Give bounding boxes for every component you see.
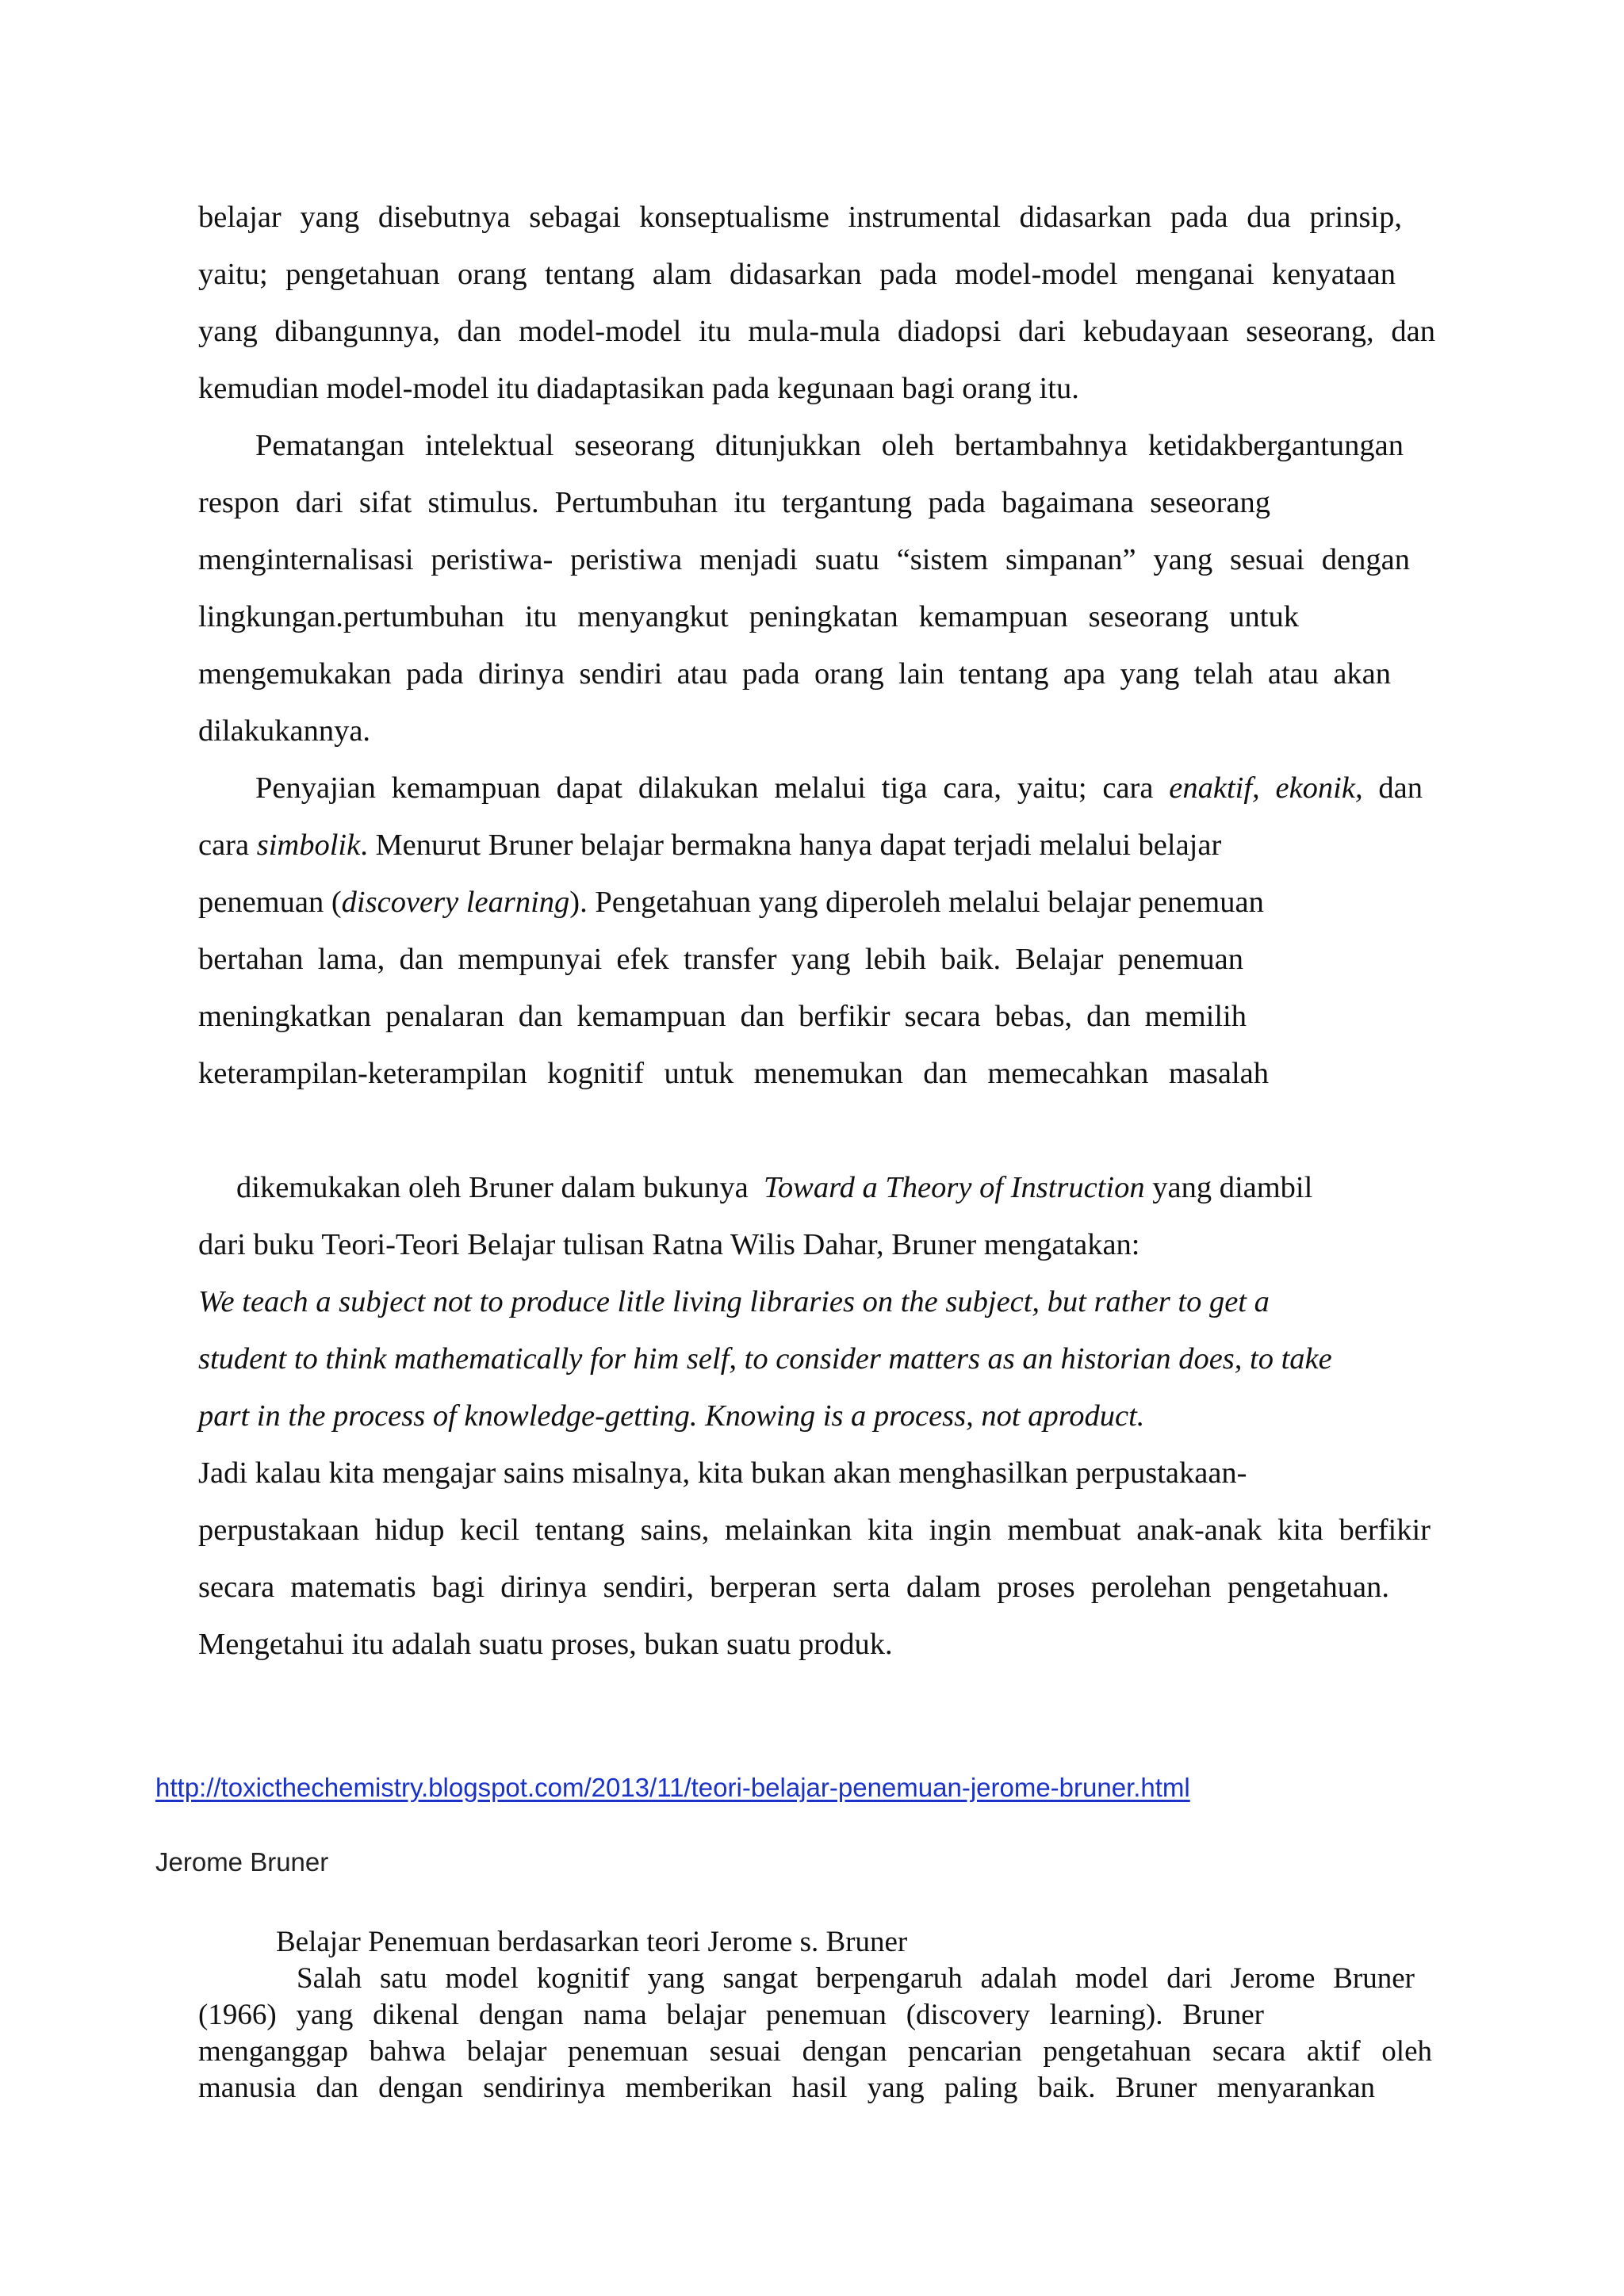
para4-line-2: dari buku Teori-Teori Belajar tulisan Ratna Wilis Dahar, Bruner mengatakan:: [198, 1228, 1140, 1261]
para3-line-2: cara simbolik. Menurut Bruner belajar bermakna hanya dapat terjadi melalui belajar: [198, 828, 1222, 862]
para2-line-5: mengemukakan pada dirinya sendiri atau pada orang lain tentang apa yang telah atau akan: [198, 657, 1391, 691]
para5-line-4: Mengetahui itu adalah suatu proses, bukan suatu produk.: [198, 1628, 893, 1661]
quote-line-1: We teach a subject not to produce litle living libraries on the subject, but rather to get a: [198, 1285, 1270, 1318]
para3-line-1: Penyajian kemampuan dapat dilakukan melalui tiga cara, yaitu; cara enaktif, ekonik, dan: [255, 771, 1423, 805]
source-link[interactable]: http://toxicthechemistry.blogspot.com/2013/11/teori-belajar-penemuan-jerome-bruner.html: [155, 1773, 1190, 1802]
para5-line-1: Jadi kalau kita mengajar sains misalnya, kita bukan akan menghasilkan perpustakaan-: [198, 1456, 1247, 1490]
source-label: Jerome Bruner: [155, 1847, 329, 1877]
para2-line-6: dilakukannya.: [198, 714, 371, 748]
section2-line-2: (1966) yang dikenal dengan nama belajar penemuan (discovery learning). Bruner: [198, 1999, 1264, 2031]
para1-line-4: kemudian model-model itu diadaptasikan pada kegunaan bagi orang itu.: [198, 372, 1079, 405]
section2-line-1: Salah satu model kognitif yang sangat berpengaruh adalah model dari Jerome Bruner: [297, 1962, 1415, 1995]
para2-line-3: menginternalisasi peristiwa- peristiwa menjadi suatu “sistem simpanan” yang sesuai dengan: [198, 543, 1410, 576]
quote-line-3: part in the process of knowledge-getting. Knowing is a process, not aproduct.: [198, 1399, 1145, 1433]
para3-line-6: keterampilan-keterampilan kognitif untuk menemukan dan memecahkan masalah: [198, 1057, 1269, 1090]
section2-heading: Belajar Penemuan berdasarkan teori Jerome s. Bruner: [276, 1926, 908, 1958]
section2-line-4: manusia dan dengan sendirinya memberikan hasil yang paling baik. Bruner menyarankan: [198, 2072, 1375, 2104]
quote-line-2: student to think mathematically for him self, to consider matters as an historian does, to take: [198, 1342, 1332, 1376]
para1-line-3: yang dibangunnya, dan model-model itu mula-mula diadopsi dari kebudayaan seseorang, dan: [198, 315, 1435, 348]
para4-line-1: dikemukakan oleh Bruner dalam bukunya Toward a Theory of Instruction yang diambil: [236, 1171, 1313, 1204]
para5-line-3: secara matematis bagi dirinya sendiri, berperan serta dalam proses perolehan pengetahuan.: [198, 1571, 1389, 1604]
para2-line-2: respon dari sifat stimulus. Pertumbuhan itu tergantung pada bagaimana seseorang: [198, 486, 1270, 519]
para1-line-1: belajar yang disebutnya sebagai konseptualisme instrumental didasarkan pada dua prinsip,: [198, 201, 1402, 234]
para2-line-4: lingkungan.pertumbuhan itu menyangkut peningkatan kemampuan seseorang untuk: [198, 600, 1299, 633]
para3-line-5: meningkatkan penalaran dan kemampuan dan berfikir secara bebas, dan memilih: [198, 1000, 1247, 1033]
para1-line-2: yaitu; pengetahuan orang tentang alam didasarkan pada model-model menganai kenyataan: [198, 258, 1396, 291]
para3-line-4: bertahan lama, dan mempunyai efek transfer yang lebih baik. Belajar penemuan: [198, 943, 1243, 976]
para3-line-3: penemuan (discovery learning). Pengetahuan yang diperoleh melalui belajar penemuan: [198, 886, 1264, 919]
section2-line-3: menganggap bahwa belajar penemuan sesuai dengan pencarian pengetahuan secara aktif oleh: [198, 2035, 1432, 2068]
para5-line-2: perpustakaan hidup kecil tentang sains, melainkan kita ingin membuat anak-anak kita berfikir: [198, 1513, 1431, 1547]
para2-line-1: Pematangan intelektual seseorang ditunjukkan oleh bertambahnya ketidakbergantungan: [255, 429, 1404, 462]
